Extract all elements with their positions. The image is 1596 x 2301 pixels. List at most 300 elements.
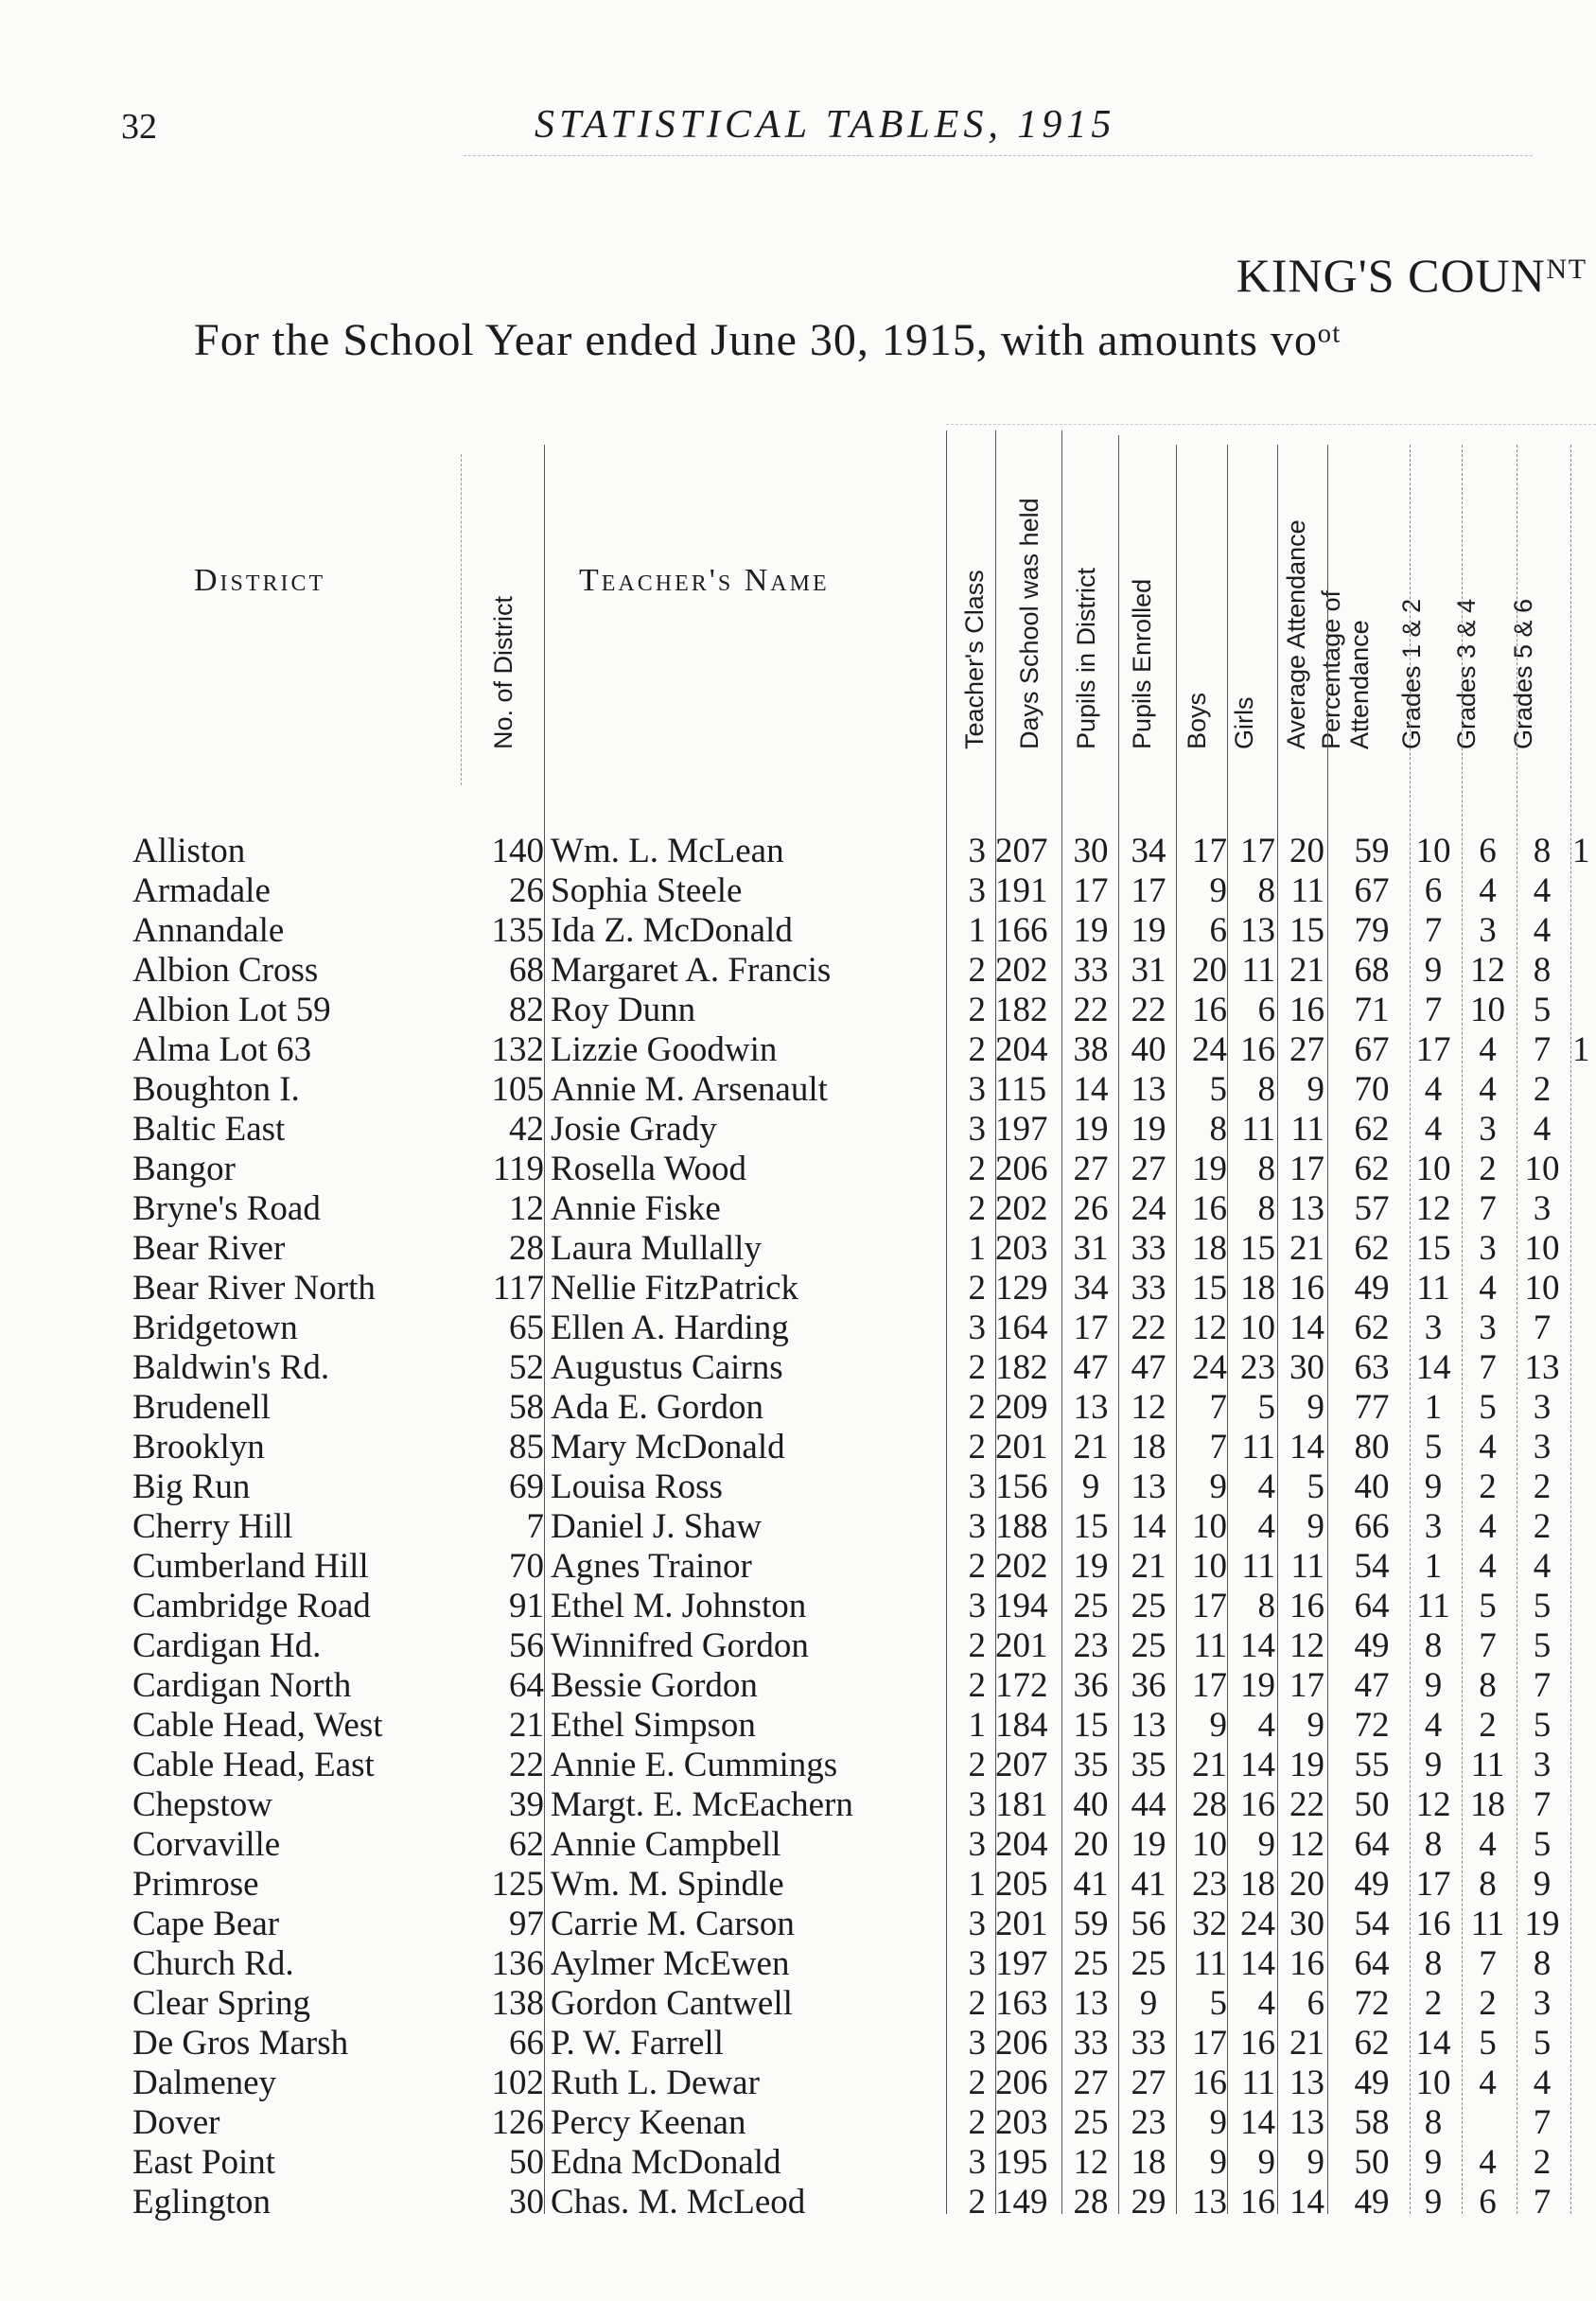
grades-1-2-cell: 16: [1415, 1905, 1451, 1943]
pupils-enrolled-cell: 40: [1131, 1030, 1166, 1069]
boys-cell: 16: [1192, 991, 1227, 1029]
percentage-attendance-cell: 62: [1354, 1309, 1390, 1347]
average-attendance-cell: 16: [1289, 1587, 1324, 1625]
pupils-enrolled-cell: 19: [1131, 1825, 1166, 1864]
pupils-enrolled-cell: 33: [1131, 1269, 1166, 1308]
days-held-cell: 201: [995, 1428, 1048, 1467]
girls-cell: 14: [1240, 1944, 1275, 1983]
table-row: [0, 1308, 1596, 1347]
grades-1-2-cell: 9: [1424, 1746, 1443, 1784]
district-cell: Bangor: [132, 1150, 236, 1188]
pupils-in-district-cell: 13: [1073, 1388, 1109, 1427]
average-attendance-cell: 22: [1289, 1785, 1324, 1824]
grades-5-6-cell: 2: [1533, 1507, 1552, 1546]
pupils-enrolled-cell: 27: [1131, 1150, 1166, 1188]
grades-3-4-cell: 4: [1479, 2143, 1497, 2182]
girls-cell: 24: [1240, 1905, 1275, 1943]
percentage-attendance-cell: 72: [1354, 1984, 1390, 2023]
girls-cell: 11: [1241, 1428, 1275, 1467]
grades-1-2-cell: 3: [1424, 1507, 1443, 1546]
teacher-class-cell: 2: [968, 1269, 986, 1308]
grades-1-2-cell: 10: [1415, 2064, 1451, 2102]
header-teacher-class: Teacher's Class: [960, 570, 989, 749]
girls-cell: 5: [1257, 1388, 1275, 1427]
district-number-cell: 64: [509, 1666, 544, 1705]
percentage-attendance-cell: 50: [1354, 2143, 1390, 2182]
girls-cell: 8: [1257, 1587, 1275, 1625]
percentage-attendance-cell: 49: [1354, 1269, 1390, 1308]
pupils-enrolled-cell: 19: [1131, 911, 1166, 950]
pupils-in-district-cell: 38: [1073, 1030, 1109, 1069]
teacher-class-cell: 2: [968, 1746, 986, 1784]
district-number-cell: 56: [509, 1626, 544, 1665]
table-row: [0, 1109, 1596, 1149]
percentage-attendance-cell: 77: [1354, 1388, 1390, 1427]
boys-cell: 10: [1192, 1507, 1227, 1546]
boys-cell: 17: [1192, 1666, 1227, 1705]
days-held-cell: 184: [995, 1706, 1048, 1745]
days-held-cell: 156: [995, 1467, 1048, 1506]
district-number-cell: 62: [509, 1825, 544, 1864]
percentage-attendance-cell: 80: [1354, 1428, 1390, 1467]
district-cell: Alma Lot 63: [132, 1030, 312, 1069]
teacher-class-cell: 2: [968, 1150, 986, 1188]
pupils-enrolled-cell: 47: [1131, 1348, 1166, 1387]
grades-1-2-cell: 11: [1416, 1269, 1450, 1308]
percentage-attendance-cell: 50: [1354, 1785, 1390, 1824]
teacher-class-cell: 3: [968, 1905, 986, 1943]
pupils-in-district-cell: 17: [1073, 1309, 1109, 1347]
grades-3-4-cell: 4: [1479, 1070, 1497, 1109]
district-number-cell: 68: [509, 951, 544, 990]
boys-cell: 11: [1193, 1944, 1227, 1983]
pupils-in-district-cell: 31: [1073, 1229, 1109, 1268]
grades-5-6-cell: 7: [1533, 2103, 1552, 2142]
table-row: [0, 2023, 1596, 2063]
girls-cell: 4: [1257, 1984, 1275, 2023]
average-attendance-cell: 12: [1289, 1626, 1324, 1665]
teacher-name-cell: Roy Dunn: [551, 991, 696, 1029]
average-attendance-cell: 27: [1289, 1030, 1324, 1069]
boys-cell: 32: [1192, 1905, 1227, 1943]
district-number-cell: 12: [509, 1189, 544, 1228]
grades-3-4-cell: 7: [1479, 1189, 1497, 1228]
girls-cell: 11: [1241, 2064, 1275, 2102]
grades-3-4-cell: 7: [1479, 1348, 1497, 1387]
district-cell: Chepstow: [132, 1785, 272, 1824]
percentage-attendance-cell: 49: [1354, 2064, 1390, 2102]
days-held-cell: 149: [995, 2183, 1048, 2222]
days-held-cell: 163: [995, 1984, 1048, 2023]
grades-5-6-cell: 13: [1524, 1348, 1560, 1387]
boys-cell: 9: [1209, 2103, 1227, 2142]
column-rule: [461, 454, 462, 785]
boys-cell: 15: [1192, 1269, 1227, 1308]
pupils-enrolled-cell: 12: [1131, 1388, 1166, 1427]
average-attendance-cell: 9: [1307, 1070, 1324, 1109]
days-held-cell: 201: [995, 1626, 1048, 1665]
girls-cell: 19: [1240, 1666, 1275, 1705]
grades-1-2-cell: 5: [1424, 1428, 1443, 1467]
pupils-enrolled-cell: 31: [1131, 951, 1166, 990]
district-number-cell: 26: [509, 871, 544, 910]
grades-1-2-cell: 10: [1415, 1150, 1451, 1188]
pupils-in-district-cell: 33: [1073, 2024, 1109, 2063]
district-cell: Bear River: [132, 1229, 286, 1268]
average-attendance-cell: 9: [1307, 2143, 1324, 2182]
average-attendance-cell: 21: [1289, 2024, 1324, 2063]
grades-3-4-cell: 8: [1479, 1865, 1497, 1904]
district-cell: Cable Head, East: [132, 1746, 375, 1784]
grades-5-6-cell: 10: [1524, 1150, 1560, 1188]
pupils-in-district-cell: 30: [1073, 832, 1109, 870]
grades-5-6-cell: 8: [1533, 951, 1552, 990]
grades-5-6-cell: 3: [1533, 1428, 1552, 1467]
teacher-name-cell: Annie Campbell: [551, 1825, 781, 1864]
pupils-enrolled-cell: 17: [1131, 871, 1166, 910]
pupils-in-district-cell: 59: [1073, 1905, 1109, 1943]
table-row: [0, 2063, 1596, 2102]
teacher-class-cell: 2: [968, 991, 986, 1029]
pupils-enrolled-cell: 33: [1131, 1229, 1166, 1268]
girls-cell: 17: [1240, 832, 1275, 870]
days-held-cell: 202: [995, 1547, 1048, 1586]
girls-cell: 14: [1240, 1746, 1275, 1784]
boys-cell: 7: [1209, 1428, 1227, 1467]
boys-cell: 6: [1209, 911, 1227, 950]
grades-3-4-cell: 3: [1479, 1110, 1497, 1149]
percentage-attendance-cell: 55: [1354, 1746, 1390, 1784]
grades-3-4-cell: 2: [1479, 1706, 1497, 1745]
teacher-name-cell: Laura Mullally: [551, 1229, 762, 1268]
pupils-in-district-cell: 25: [1073, 2103, 1109, 2142]
table-row: [0, 1069, 1596, 1109]
district-number-cell: 135: [491, 911, 544, 950]
days-held-cell: 206: [995, 1150, 1048, 1188]
pupils-in-district-cell: 27: [1073, 2064, 1109, 2102]
days-held-cell: 188: [995, 1507, 1048, 1546]
days-held-cell: 207: [995, 832, 1048, 870]
table-row: [0, 1784, 1596, 1824]
district-number-cell: 66: [509, 2024, 544, 2063]
grades-1-2-cell: 8: [1424, 2103, 1443, 2142]
district-number-cell: 136: [491, 1944, 544, 1983]
average-attendance-cell: 9: [1307, 1507, 1324, 1546]
header-grades-3-4: Grades 3 & 4: [1452, 598, 1481, 749]
district-cell: Corvaville: [132, 1825, 281, 1864]
percentage-attendance-cell: 59: [1354, 832, 1390, 870]
pupils-in-district-cell: 47: [1073, 1348, 1109, 1387]
district-number-cell: 70: [509, 1547, 544, 1586]
pupils-enrolled-cell: 9: [1139, 1984, 1158, 2023]
percentage-attendance-cell: 58: [1354, 2103, 1390, 2142]
teacher-class-cell: 2: [968, 1626, 986, 1665]
grades-5-6-cell: 7: [1533, 1030, 1552, 1069]
pupils-enrolled-cell: 36: [1131, 1666, 1166, 1705]
grades-1-2-cell: 15: [1415, 1229, 1451, 1268]
teacher-name-cell: Bessie Gordon: [551, 1666, 758, 1705]
grades-3-4-cell: 6: [1479, 832, 1497, 870]
table-row: [0, 990, 1596, 1029]
pupils-in-district-cell: 23: [1073, 1626, 1109, 1665]
pupils-in-district-cell: 41: [1073, 1865, 1109, 1904]
table-row: [0, 1864, 1596, 1904]
pupils-in-district-cell: 26: [1073, 1189, 1109, 1228]
boys-cell: 5: [1209, 1070, 1227, 1109]
teacher-class-cell: 2: [968, 1388, 986, 1427]
district-cell: Church Rd.: [132, 1944, 294, 1983]
girls-cell: 8: [1257, 871, 1275, 910]
district-number-cell: 91: [509, 1587, 544, 1625]
district-number-cell: 28: [509, 1229, 544, 1268]
boys-cell: 17: [1192, 832, 1227, 870]
pupils-in-district-cell: 28: [1073, 2183, 1109, 2222]
average-attendance-cell: 16: [1289, 1944, 1324, 1983]
boys-cell: 23: [1192, 1865, 1227, 1904]
grades-1-2-cell: 7: [1424, 991, 1443, 1029]
teacher-name-cell: Winnifred Gordon: [551, 1626, 809, 1665]
grades-1-2-cell: 12: [1415, 1189, 1451, 1228]
table-row: [0, 831, 1596, 870]
grades-3-4-cell: 4: [1479, 1547, 1497, 1586]
district-cell: Bridgetown: [132, 1309, 298, 1347]
pupils-in-district-cell: 35: [1073, 1746, 1109, 1784]
district-number-cell: 125: [491, 1865, 544, 1904]
district-cell: Albion Cross: [132, 951, 319, 990]
district-cell: Cable Head, West: [132, 1706, 383, 1745]
pupils-enrolled-cell: 14: [1131, 1507, 1166, 1546]
pupils-in-district-cell: 19: [1073, 1110, 1109, 1149]
teacher-class-cell: 2: [968, 1666, 986, 1705]
district-number-cell: 39: [509, 1785, 544, 1824]
days-held-cell: 115: [995, 1070, 1047, 1109]
girls-cell: 18: [1240, 1865, 1275, 1904]
grades-3-4-cell: 5: [1479, 2024, 1497, 2063]
table-row: [0, 1188, 1596, 1228]
grades-3-4-cell: 2: [1479, 1467, 1497, 1506]
table-row: [0, 1625, 1596, 1665]
girls-cell: 16: [1240, 2183, 1275, 2222]
grades-5-6-cell: 8: [1533, 832, 1552, 870]
teacher-class-cell: 3: [968, 1467, 986, 1506]
grades-1-2-cell: 14: [1415, 1348, 1451, 1387]
grades-5-6-cell: 7: [1533, 2183, 1552, 2222]
pupils-in-district-cell: 36: [1073, 1666, 1109, 1705]
teacher-name-cell: Wm. M. Spindle: [551, 1865, 784, 1904]
grades-1-2-cell: 9: [1424, 1467, 1443, 1506]
pupils-enrolled-cell: 34: [1131, 832, 1166, 870]
table-row: [0, 1904, 1596, 1943]
grades-5-6-cell: 19: [1524, 1905, 1560, 1943]
days-held-cell: 166: [995, 911, 1048, 950]
grades-3-4-cell: 11: [1470, 1905, 1505, 1943]
district-number-cell: 30: [509, 2183, 544, 2222]
table-row: [0, 1705, 1596, 1745]
cut-off-column-cell: 1: [1572, 832, 1590, 870]
header-pupils-in-district: Pupils in District: [1072, 567, 1100, 749]
average-attendance-cell: 16: [1289, 991, 1324, 1029]
days-held-cell: 206: [995, 2024, 1048, 2063]
average-attendance-cell: 20: [1289, 1865, 1324, 1904]
days-held-cell: 203: [995, 1229, 1048, 1268]
teacher-class-cell: 1: [968, 1229, 986, 1268]
pupils-enrolled-cell: 23: [1131, 2103, 1166, 2142]
grades-3-4-cell: 4: [1479, 1030, 1497, 1069]
grades-5-6-cell: 9: [1533, 1865, 1552, 1904]
pupils-in-district-cell: 34: [1073, 1269, 1109, 1308]
average-attendance-cell: 16: [1289, 1269, 1324, 1308]
grades-3-4-cell: 4: [1479, 1428, 1497, 1467]
days-held-cell: 182: [995, 991, 1048, 1029]
girls-cell: 4: [1257, 1467, 1275, 1506]
percentage-attendance-cell: 62: [1354, 2024, 1390, 2063]
days-held-cell: 194: [995, 1587, 1048, 1625]
teacher-class-cell: 3: [968, 1507, 986, 1546]
percentage-attendance-cell: 62: [1354, 1150, 1390, 1188]
header-no-of-district: No. of District: [489, 595, 517, 749]
table-row: [0, 1745, 1596, 1784]
percentage-attendance-cell: 64: [1354, 1825, 1390, 1864]
district-cell: Cambridge Road: [132, 1587, 371, 1625]
grades-1-2-cell: 12: [1415, 1785, 1451, 1824]
running-title: STATISTICAL TABLES, 1915: [535, 103, 1116, 147]
teacher-name-cell: Carrie M. Carson: [551, 1905, 795, 1943]
pupils-enrolled-cell: 24: [1131, 1189, 1166, 1228]
days-held-cell: 203: [995, 2103, 1048, 2142]
grades-5-6-cell: 2: [1533, 1467, 1552, 1506]
district-cell: Bear River North: [132, 1269, 376, 1308]
grades-1-2-cell: 1: [1424, 1547, 1443, 1586]
grades-3-4-cell: 2: [1479, 1984, 1497, 2023]
pupils-in-district-cell: 13: [1073, 1984, 1109, 2023]
pupils-enrolled-cell: 56: [1131, 1905, 1166, 1943]
boys-cell: 12: [1192, 1309, 1227, 1347]
teacher-class-cell: 2: [968, 1030, 986, 1069]
header-boys: Boys: [1183, 692, 1211, 749]
boys-cell: 28: [1192, 1785, 1227, 1824]
days-held-cell: 181: [995, 1785, 1048, 1824]
days-held-cell: 205: [995, 1865, 1048, 1904]
girls-cell: 4: [1257, 1507, 1275, 1546]
average-attendance-cell: 11: [1290, 1547, 1324, 1586]
grades-3-4-cell: 8: [1479, 1666, 1497, 1705]
days-held-cell: 197: [995, 1110, 1048, 1149]
grades-5-6-cell: 5: [1533, 1825, 1552, 1864]
grades-1-2-cell: 9: [1424, 2143, 1443, 2182]
boys-cell: 9: [1209, 1706, 1227, 1745]
pupils-enrolled-cell: 33: [1131, 2024, 1166, 2063]
grades-1-2-cell: 1: [1424, 1388, 1443, 1427]
teacher-name-cell: Annie Fiske: [551, 1189, 721, 1228]
days-held-cell: 197: [995, 1944, 1048, 1983]
average-attendance-cell: 17: [1289, 1150, 1324, 1188]
girls-cell: 16: [1240, 2024, 1275, 2063]
pupils-in-district-cell: 15: [1073, 1507, 1109, 1546]
header-district: District: [194, 563, 326, 598]
table-subtitle: For the School Year ended June 30, 1915, with amounts voᵒᵗ: [194, 315, 1342, 365]
grades-5-6-cell: 3: [1533, 1388, 1552, 1427]
boys-cell: 9: [1209, 2143, 1227, 2182]
teacher-class-cell: 3: [968, 1944, 986, 1983]
teacher-name-cell: Agnes Trainor: [551, 1547, 752, 1586]
district-number-cell: 42: [509, 1110, 544, 1149]
table-row: [0, 2142, 1596, 2182]
pupils-enrolled-cell: 13: [1131, 1467, 1166, 1506]
grades-1-2-cell: 8: [1424, 1944, 1443, 1983]
boys-cell: 9: [1209, 871, 1227, 910]
teacher-class-cell: 2: [968, 2103, 986, 2142]
percentage-attendance-cell: 57: [1354, 1189, 1390, 1228]
district-cell: Cherry Hill: [132, 1507, 293, 1546]
percentage-attendance-cell: 54: [1354, 1547, 1390, 1586]
district-number-cell: 82: [509, 991, 544, 1029]
table-row: [0, 1427, 1596, 1467]
header-teacher-name: Teacher's Name: [579, 563, 830, 598]
teacher-class-cell: 3: [968, 832, 986, 870]
district-cell: East Point: [132, 2143, 276, 2182]
teacher-name-cell: Percy Keenan: [551, 2103, 746, 2142]
girls-cell: 11: [1241, 951, 1275, 990]
grades-5-6-cell: 7: [1533, 1666, 1552, 1705]
average-attendance-cell: 17: [1289, 1666, 1324, 1705]
teacher-name-cell: Nellie FitzPatrick: [551, 1269, 799, 1308]
grades-5-6-cell: 4: [1533, 911, 1552, 950]
boys-cell: 7: [1209, 1388, 1227, 1427]
boys-cell: 18: [1192, 1229, 1227, 1268]
boys-cell: 10: [1192, 1547, 1227, 1586]
district-number-cell: 69: [509, 1467, 544, 1506]
teacher-class-cell: 2: [968, 1984, 986, 2023]
days-held-cell: 207: [995, 1746, 1048, 1784]
district-cell: Boughton I.: [132, 1070, 300, 1109]
percentage-attendance-cell: 40: [1354, 1467, 1390, 1506]
teacher-name-cell: Mary McDonald: [551, 1428, 785, 1467]
grades-5-6-cell: 5: [1533, 1626, 1552, 1665]
average-attendance-cell: 14: [1289, 1309, 1324, 1347]
days-held-cell: 209: [995, 1388, 1048, 1427]
teacher-name-cell: Margt. E. McEachern: [551, 1785, 853, 1824]
days-held-cell: 182: [995, 1348, 1048, 1387]
percentage-attendance-cell: 49: [1354, 1626, 1390, 1665]
grades-5-6-cell: 4: [1533, 2064, 1552, 2102]
table-row: [0, 2182, 1596, 2222]
percentage-attendance-cell: 68: [1354, 951, 1390, 990]
teacher-name-cell: Chas. M. McLeod: [551, 2183, 806, 2222]
teacher-name-cell: Ethel Simpson: [551, 1706, 756, 1745]
teacher-class-cell: 2: [968, 1348, 986, 1387]
district-cell: Baltic East: [132, 1110, 286, 1149]
boys-cell: 21: [1192, 1746, 1227, 1784]
teacher-class-cell: 3: [968, 1587, 986, 1625]
teacher-name-cell: Josie Grady: [551, 1110, 717, 1149]
teacher-name-cell: Aylmer McEwen: [551, 1944, 790, 1983]
pupils-in-district-cell: 21: [1073, 1428, 1109, 1467]
boys-cell: 16: [1192, 2064, 1227, 2102]
pupils-enrolled-cell: 13: [1131, 1070, 1166, 1109]
header-girls: Girls: [1230, 696, 1258, 749]
girls-cell: 9: [1257, 2143, 1275, 2182]
percentage-attendance-cell: 66: [1354, 1507, 1390, 1546]
average-attendance-cell: 14: [1289, 2183, 1324, 2222]
grades-1-2-cell: 17: [1415, 1865, 1451, 1904]
district-number-cell: 97: [509, 1905, 544, 1943]
teacher-class-cell: 3: [968, 2143, 986, 2182]
district-number-cell: 105: [491, 1070, 544, 1109]
teacher-name-cell: Ruth L. Dewar: [551, 2064, 760, 2102]
district-cell: Dalmeney: [132, 2064, 277, 2102]
pupils-enrolled-cell: 13: [1131, 1706, 1166, 1745]
teacher-class-cell: 3: [968, 1070, 986, 1109]
